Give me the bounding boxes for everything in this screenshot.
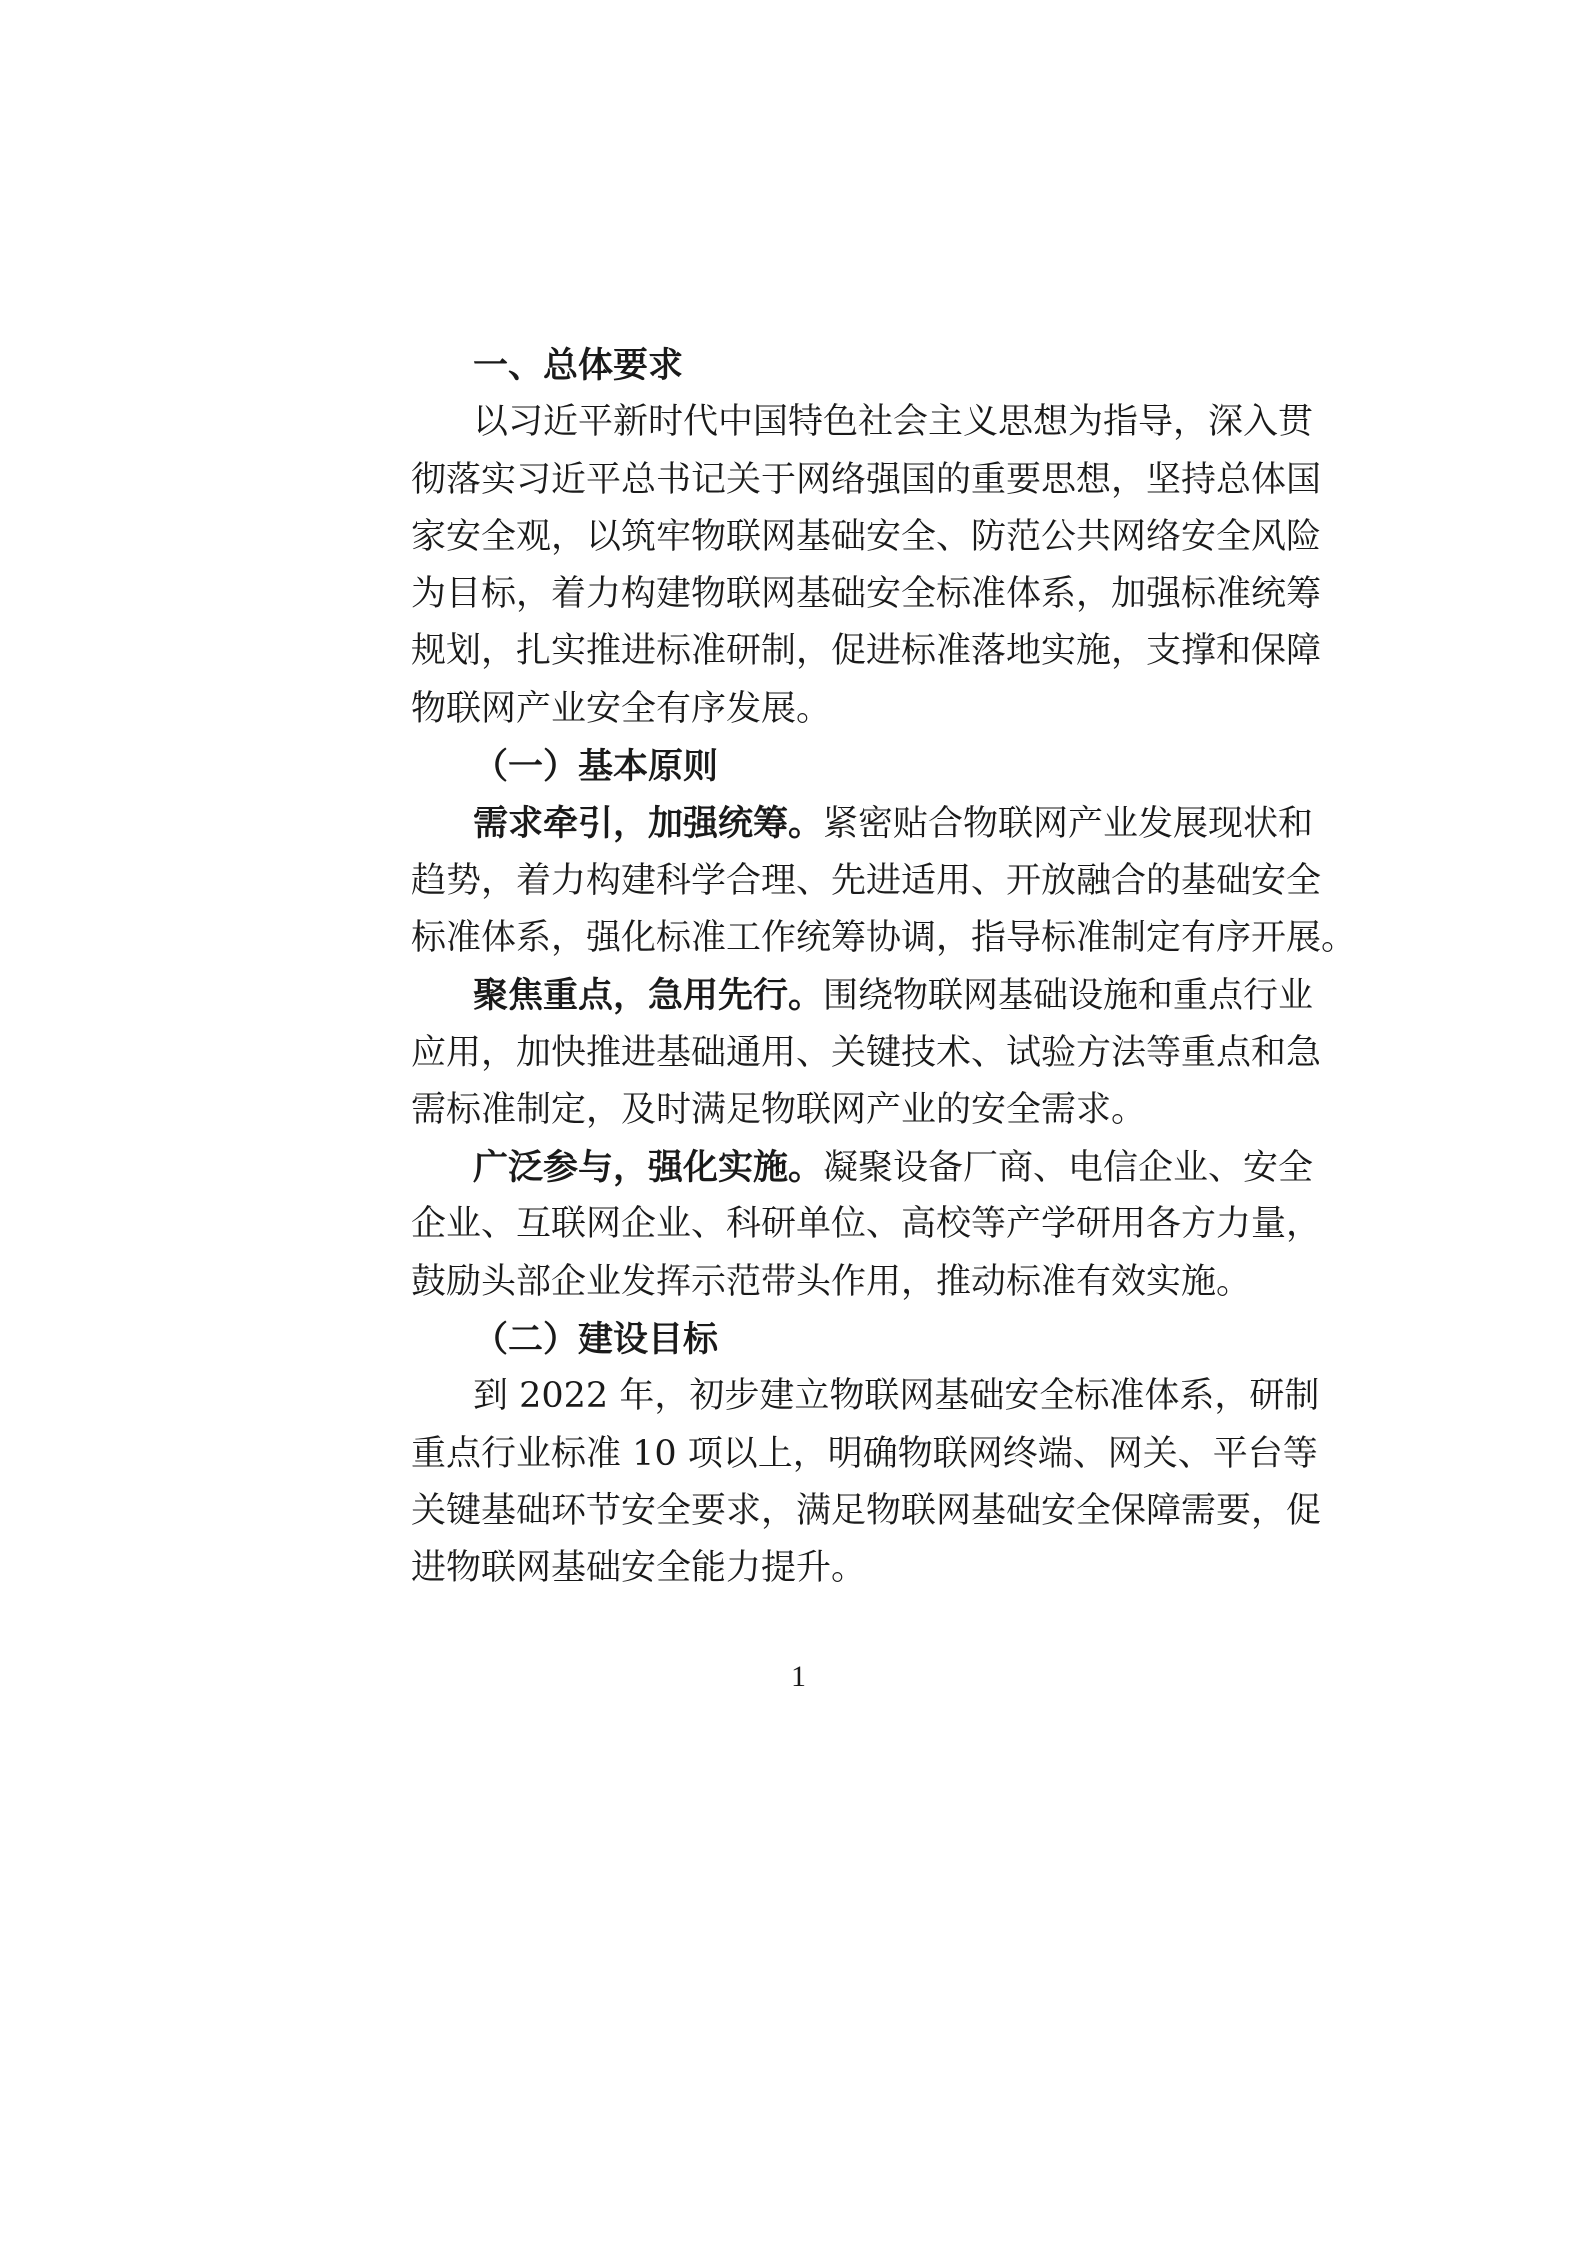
section-heading xyxy=(411,337,1186,394)
paragraph-line xyxy=(411,910,1357,967)
lead-phrase: 聚焦重点，急用先行。 xyxy=(473,975,824,1017)
line-text: 彻落实习近平总书记关于网络强国的重要思想，坚持总体国 xyxy=(411,459,1322,500)
paragraph-line xyxy=(411,853,1322,910)
line-text: （一）基本原则 xyxy=(473,746,719,788)
heading-text xyxy=(411,337,1186,394)
paragraph xyxy=(411,795,1357,967)
paragraph-line xyxy=(411,1139,1314,1196)
paragraph-line xyxy=(411,509,1322,566)
paragraph-line xyxy=(411,1540,1186,1597)
paragraph-line xyxy=(411,1254,1252,1311)
line-text: 以习近平新时代中国特色社会主义思想为指导，深入贯 xyxy=(473,402,1314,443)
paragraph-line xyxy=(411,623,1322,680)
line-text: 应用，加快推进基础通用、关键技术、试验方法等重点和急 xyxy=(411,1032,1322,1073)
line-text: 标准体系，强化标准工作统筹协调，指导标准制定有序开展。 xyxy=(411,917,1357,958)
paragraph xyxy=(411,1139,1322,1311)
line-text: 需标准制定，及时满足物联网产业的安全需求。 xyxy=(411,1089,1147,1130)
paragraph-line xyxy=(411,452,1322,509)
paragraph xyxy=(411,1368,1322,1597)
line-text: 关键基础环节安全要求，满足物联网基础安全保障需要，促 xyxy=(411,1490,1322,1531)
section-heading xyxy=(411,1311,1186,1368)
line-text: 凝聚设备厂商、电信企业、安全 xyxy=(823,1148,1314,1189)
line-text: 到 2022 年，初步建立物联网基础安全标准体系，研制 xyxy=(473,1376,1320,1417)
line-text: 紧密贴合物联网产业发展现状和 xyxy=(823,804,1314,845)
lead-phrase: 需求牵引，加强统筹。 xyxy=(473,803,824,845)
paragraph-line xyxy=(411,394,1314,451)
heading-text xyxy=(411,1311,1186,1368)
paragraph-line xyxy=(411,1025,1322,1082)
paragraph-line xyxy=(411,1082,1186,1139)
paragraph-line xyxy=(411,1426,1318,1483)
paragraph-line xyxy=(411,681,1186,738)
line-text: 鼓励头部企业发挥示范带头作用，推动标准有效实施。 xyxy=(411,1261,1252,1302)
line-text: 规划，扎实推进标准研制，促进标准落地实施，支撑和保障 xyxy=(411,631,1322,672)
line-text: 重点行业标准 10 项以上，明确物联网终端、网关、平台等 xyxy=(411,1433,1318,1474)
page-number: 1 xyxy=(791,1660,806,1693)
line-text: 物联网产业安全有序发展。 xyxy=(411,688,832,729)
paragraph-line xyxy=(411,1368,1320,1425)
line-text: 进物联网基础安全能力提升。 xyxy=(411,1548,867,1589)
line-text: 趋势，着力构建科学合理、先进适用、开放融合的基础安全 xyxy=(411,860,1322,901)
paragraph-line xyxy=(411,1196,1322,1253)
paragraph xyxy=(411,967,1322,1139)
paragraph-line xyxy=(411,1483,1322,1540)
line-text: （二）建设目标 xyxy=(473,1319,719,1361)
document-body xyxy=(411,337,1357,1598)
paragraph xyxy=(411,394,1322,738)
lead-phrase: 广泛参与，强化实施。 xyxy=(473,1147,824,1189)
line-text: 一、总体要求 xyxy=(473,345,684,386)
heading-text xyxy=(411,738,1186,795)
paragraph-line xyxy=(411,967,1314,1024)
line-text: 家安全观，以筑牢物联网基础安全、防范公共网络安全风险 xyxy=(411,516,1322,557)
line-text: 企业、互联网企业、科研单位、高校等产学研用各方力量， xyxy=(411,1204,1322,1245)
section-heading xyxy=(411,738,1186,795)
line-text: 为目标，着力构建物联网基础安全标准体系，加强标准统筹 xyxy=(411,574,1322,615)
paragraph-line xyxy=(411,566,1322,623)
paragraph-line xyxy=(411,795,1314,852)
line-text: 围绕物联网基础设施和重点行业 xyxy=(823,976,1314,1017)
